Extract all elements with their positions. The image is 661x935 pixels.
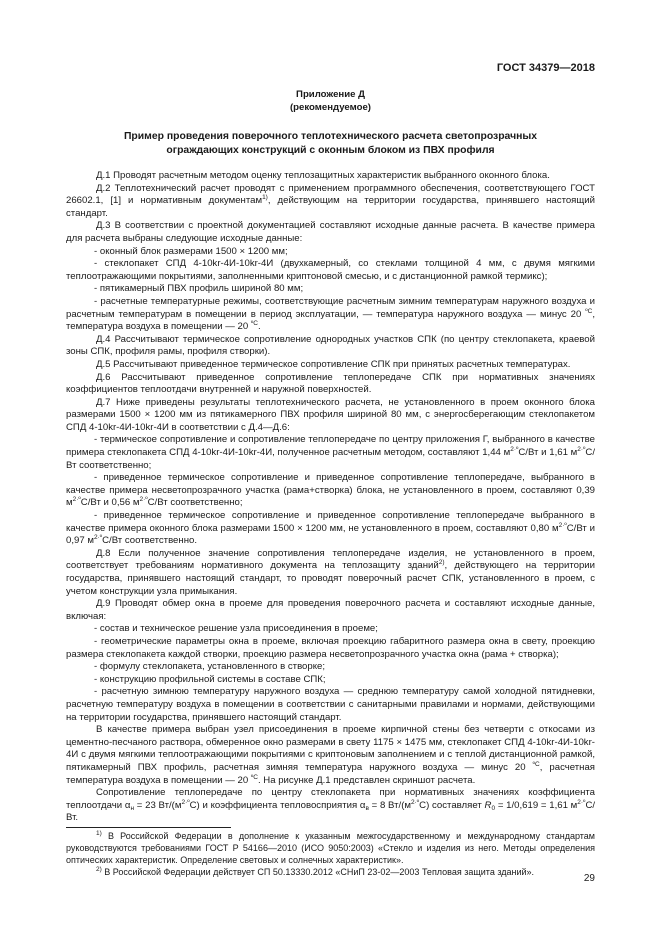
footnote-divider — [66, 827, 231, 828]
paragraph-d1: Д.1 Проводят расчетным методом оценку теплозащитных характеристик выбранного оконного блока. — [96, 170, 550, 181]
footnote-ref-2: 2) — [438, 559, 445, 567]
list-item: - пятикамерный ПВХ профиль шириной 80 мм; — [94, 283, 304, 295]
footnote-ref-1: 1) — [262, 194, 268, 202]
list-item-temperature: - расчетные температурные режимы, соответствующие расчетным зимним температурам наружного воздуха и расчетным температурам в помещении в период эксплуатации, — температура наружного воздуха — минус 20 $^{ºС}$, температура воздуха в помещении — 20 $^{ºС}$. — [66, 295, 595, 333]
title-line-2: ограждающих конструкций с оконным блоком из ПВХ профиля — [166, 144, 495, 156]
appendix-title — [80, 130, 581, 157]
list-item: - расчетную зимнюю температуру наружного воздуха — среднюю температуру самой холодной пятидневки, расчетную температуру воздуха в помещении в соответствии с санитарными правилами и нормами, действующими на территории государства, принявшего настоящий стандарт. — [66, 686, 595, 723]
paragraph-d2: Д.2 Теплотехнический расчет проводят с применением программного обеспечения, соответствующего ГОСТ 26602.1, [1] и нормативным документам$^{1)}$, действующим на территории государства, принявшего настоящий стандарт. — [66, 182, 595, 219]
standard-number: ГОСТ 34379—2018 — [496, 62, 595, 74]
list-item: - состав и техническое решение узла присоединения в проеме; — [94, 623, 378, 635]
appendix-heading — [66, 89, 595, 114]
paragraph-example: В качестве примера выбран узел присоединения в проеме кирпичной стены без четверти с откосами из цементно-песчаного раствора, обмеренное окно размерами в свету 1175 × 1475 мм, стеклопакет СПД 4-10kr-4И-10kr-4И с двумя мягкими теплоотражающими покрытиями с криптоновым заполнением и с теплой дистанционной рамкой, пятикамерный ПВХ профиль, расчетная зимняя температура наружного воздуха — минус 20 $^{ºС}$, расчетная температура воздуха в помещении — 20 $^{ºС}$. На рисунке Д.1 представлен скриншот расчета. — [66, 724, 595, 786]
list-item: - формулу стеклопакета, установленного в створке; — [94, 661, 326, 673]
footnote-1: $^{1)}$ В Российской Федерации в дополнение к указанным межгосударственному и международному стандартам руководствуются требованиями ГОСТ Р 54166—2010 (ИСО 9050:2003) «Стекло и изделия из него. Методы определения оптических характеристик. Определение световых и солнечных характеристик». — [66, 829, 595, 865]
list-item-frame-result: - приведенное термическое сопротивление и приведенное сопротивление теплопередаче, выбранного в качестве примера несветопрозрачного участка (рама+створка) блока, не установленного в проем, составляют 0,39 $м^{2\cdot º}С/Вт$ и 0,56 $м^{2\cdot º}С/Вт$ соответственно; — [66, 472, 595, 509]
appendix-status: (рекомендуемое) — [289, 101, 371, 113]
list-item: - оконный блок размерами 1500 × 1200 мм; — [94, 245, 288, 257]
paragraph-resistance: Сопротивление теплопередаче по центру стеклопакета при нормативных значениях коэффициента теплоотдачи $\alpha_н = 23$ $Вт/(м^{2\cdot º}С)$ и коэффициента тепловосприятия $\alpha_в = 8$ $Вт/(м^{2\cdot º}С)$ составляет $R_0 = 1/0,619 = 1,61$ $м^{2\cdot º}С/Вт$. — [66, 787, 596, 824]
page-number: 29 — [583, 873, 595, 884]
list-item-window-result: - приведенное термическое сопротивление и приведенное сопротивление теплопередаче выбранного в качестве примера оконного блока размерами 1500 × 1200 мм, не установленного в проем, составляют 0,80 $м^{2\cdot º}С/Вт$ и 0,97 $м^{2\cdot º}С/Вт$ соответственно. — [66, 510, 595, 547]
document-body — [66, 170, 595, 878]
document-header — [0, 62, 595, 75]
paragraph-d3: Д.3 В соответствии с проектной документацией составляют исходные данные расчета. В качестве примера для расчета выбраны следующие исходные данные: — [66, 220, 595, 244]
list-item-glazing-result: - термическое сопротивление и сопротивление теплопередаче по центру приложения Г, выбранного в качестве примера стеклопакета СПД 4-10kr-4И-10kr-4И, полученное расчетным методом, составляют 1,44 $м^{2\cdot º}С/Вт$ и 1,61 $м^{2\cdot º}С/Вт$ соответственно; — [66, 434, 595, 471]
list-item: - стеклопакет СПД 4-10kr-4И-10kr-4И (двухкамерный, со стеклами толщиной 4 мм, с двумя мягкими теплоотражающими покрытиями, заполненными криптоновой смесью, и с дистанционной рамкой термикс); — [66, 258, 595, 282]
appendix-label: Приложение Д — [296, 89, 365, 100]
list-item: - геометрические параметры окна в проеме, включая проекцию габаритного размера окна в свету, проекцию размера стеклопакета каждой створки, проекцию размера несветопрозрачного участка окна (рама + створка); — [66, 635, 595, 660]
paragraph-d9: Д.9 Проводят обмер окна в проеме для проведения поверочного расчета и составляют исходные данные, включая: — [66, 598, 595, 622]
paragraph-d7: Д.7 Ниже приведены результаты теплотехнического расчета, не установленного в проем оконного блока размерами 1500 × 1200 мм из пятикамерного ПВХ профиля шириной 80 мм, с энергосберегающим стеклопакетом СПД 4-10kr-4И-10kr-4И в соответствии с Д.4—Д.6: — [66, 396, 595, 433]
footnote-2: $^{2)}$ В Российской Федерации действует СП 50.13330.2012 «СНиП 23-02—2003 Тепловая защита зданий». — [96, 865, 535, 877]
title-line-1: Пример проведения поверочного теплотехнического расчета светопрозрачных — [123, 131, 538, 142]
paragraph-d6: Д.6 Рассчитывают приведенное сопротивление теплопередаче СПК при нормативных значениях коэффициентов теплоотдачи внутренней и наружной поверхностей. — [66, 371, 595, 396]
paragraph-d8: Д.8 Если полученное значение сопротивления теплопередаче изделия, не установленного в проем, соответствует требованиям нормативного документа на теплозащиту зданий$^{2)}$, действующего на территории государства, принявшего настоящий стандарт, то проводят поверочный расчет СПК, установленного в проем, с учетом конструкции узла примыкания. — [66, 547, 596, 597]
list-item: - конструкцию профильной системы в составе СПК; — [94, 673, 326, 685]
footnotes — [66, 827, 595, 878]
paragraph-d5: Д.5 Рассчитывают приведенное термическое сопротивление СПК при принятых расчетных температурах. — [96, 358, 571, 370]
paragraph-d4: Д.4 Рассчитывают термическое сопротивление однородных участков СПК (по центру стеклопакета, краевой зоны СПК, профиля рамы, профиля створки). — [66, 333, 595, 358]
